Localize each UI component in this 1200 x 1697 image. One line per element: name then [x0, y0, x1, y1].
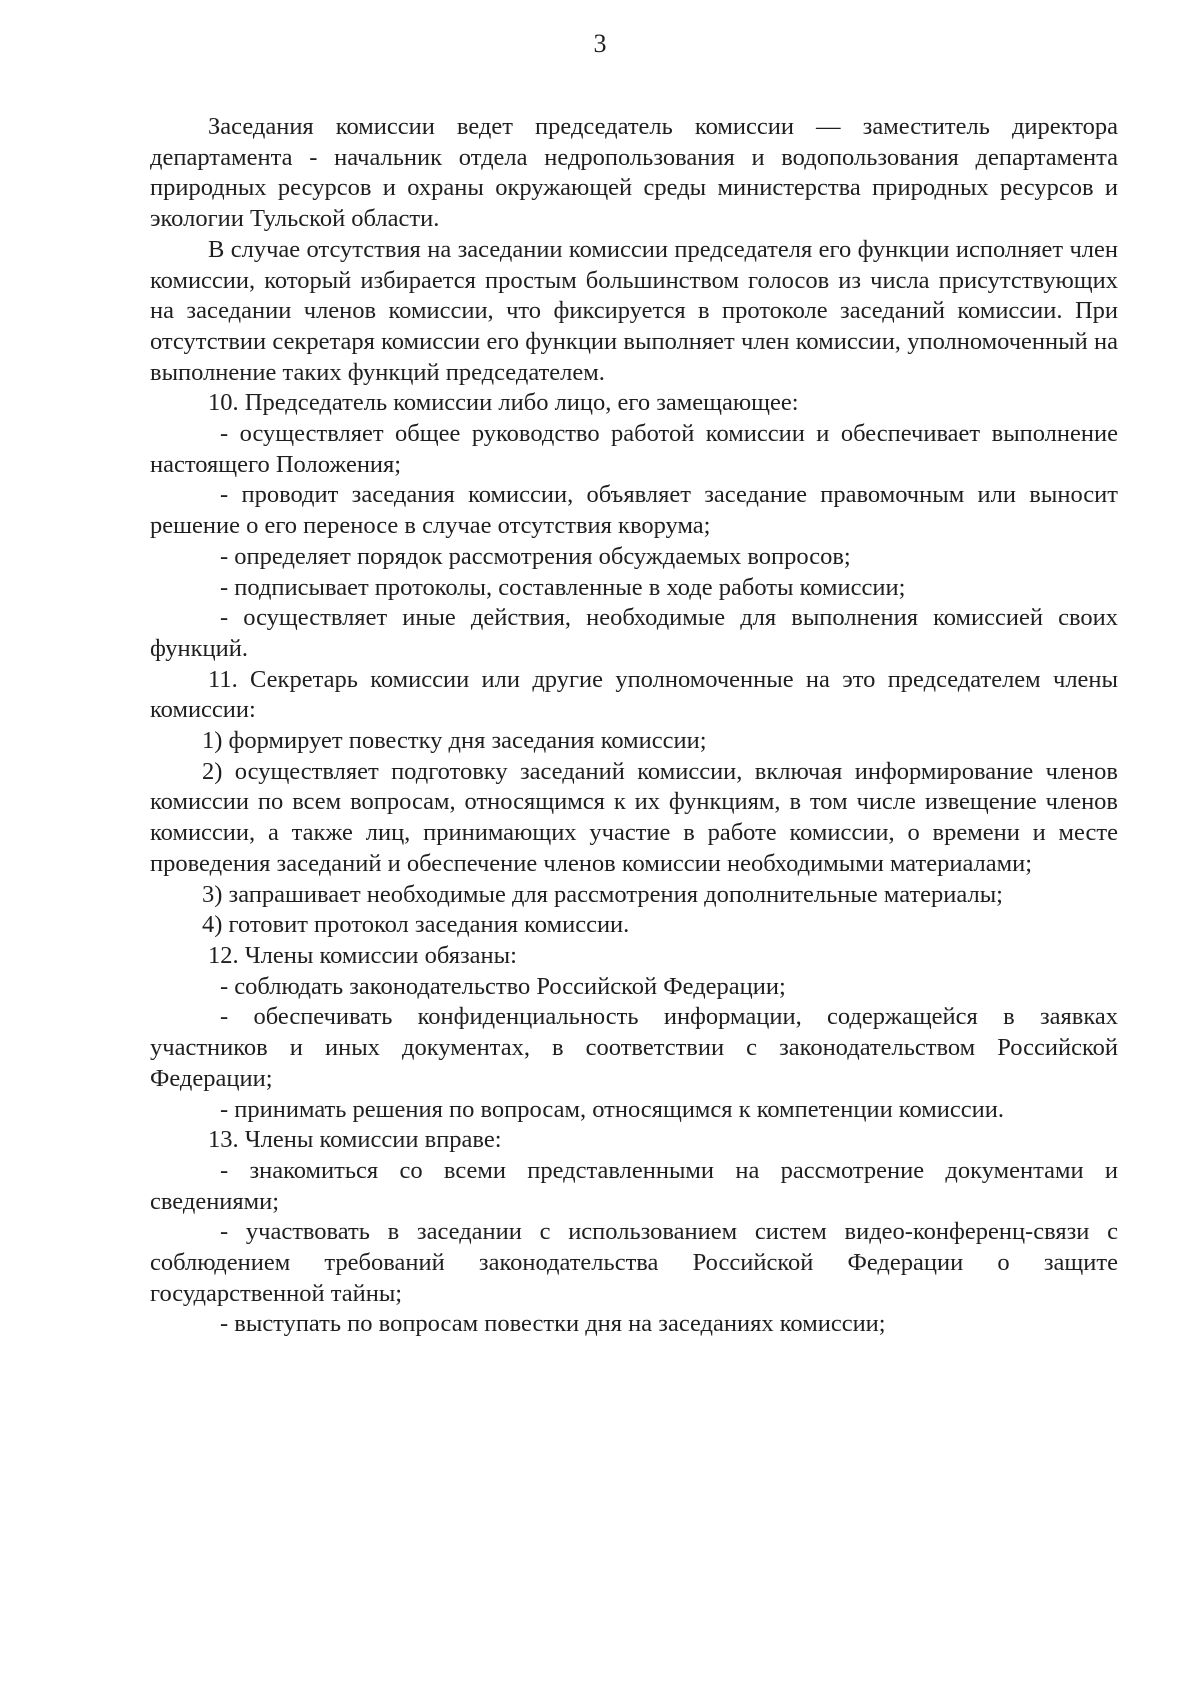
list-item: - подписывает протоколы, составленные в ходе работы комиссии;	[220, 573, 906, 601]
list-item: - знакомиться со всеми представленными на рассмотрение документами и сведениями;	[150, 1156, 1118, 1215]
paragraph-chairman: Заседания комиссии ведет председатель комиссии — заместитель директора департамента - начальник отдела недропользования и водопользования департамента природных ресурсов и охраны окружающей среды министерства природных ресурсов и экологии Тульской области.	[150, 113, 1118, 233]
clause-12-heading: 12. Члены комиссии обязаны:	[208, 941, 517, 969]
list-item: 3) запрашивает необходимые для рассмотрения дополнительные материалы;	[202, 880, 1003, 908]
list-item: - принимать решения по вопросам, относящимся к компетенции комиссии.	[220, 1095, 1004, 1123]
list-item: - участвовать в заседании с использованием систем видео-конференц-связи с соблюдением требований законодательства Российской Федерации о защите государственной тайны;	[150, 1218, 1118, 1307]
list-item: - осуществляет общее руководство работой комиссии и обеспечивает выполнение настоящего Положения;	[150, 420, 1118, 478]
list-item: - проводит заседания комиссии, объявляет заседание правомочным или выносит решение о его переносе в случае отсутствия кворума;	[150, 481, 1118, 540]
list-item: - соблюдать законодательство Российской Федерации;	[220, 972, 786, 1000]
list-item: - осуществляет иные действия, необходимые для выполнения комиссией своих функций.	[150, 604, 1118, 662]
list-item: 1) формирует повестку дня заседания комиссии;	[202, 727, 707, 755]
clause-13-heading: 13. Члены комиссии вправе:	[208, 1126, 502, 1154]
clause-11-heading: 11. Секретарь комиссии или другие уполномоченные на это председателем члены комиссии:	[150, 665, 1118, 724]
page-number: 3	[593, 29, 607, 58]
document-body	[150, 112, 1118, 1340]
list-item: - выступать по вопросам повестки дня на заседаниях комиссии;	[220, 1310, 886, 1338]
list-item: - обеспечивать конфиденциальность информации, содержащейся в заявках участников и иных документах, в соответствии с законодательством Российской Федерации;	[150, 1003, 1118, 1092]
paragraph-chairman-absence: В случае отсутствия на заседании комиссии председателя его функции исполняет член комиссии, который избирается простым большинством голосов из числа присутствующих на заседании членов комиссии, что фиксируется в протоколе заседаний комиссии. При отсутствии секретаря комиссии его функции выполняет член комиссии, уполномоченный на выполнение таких функций председателем.	[150, 235, 1118, 386]
list-item: 4) готовит протокол заседания комиссии.	[202, 911, 630, 939]
clause-10-heading: 10. Председатель комиссии либо лицо, его замещающее:	[208, 389, 799, 417]
list-item: - определяет порядок рассмотрения обсуждаемых вопросов;	[220, 542, 851, 570]
list-item: 2) осуществляет подготовку заседаний комиссии, включая информирование членов комиссии по всем вопросам, относящимся к их функциям, в том числе извещение членов комиссии, а также лиц, принимающих участие в работе комиссии, о времени и месте проведения заседаний и обеспечение членов комиссии необходимыми материалами;	[150, 757, 1118, 877]
